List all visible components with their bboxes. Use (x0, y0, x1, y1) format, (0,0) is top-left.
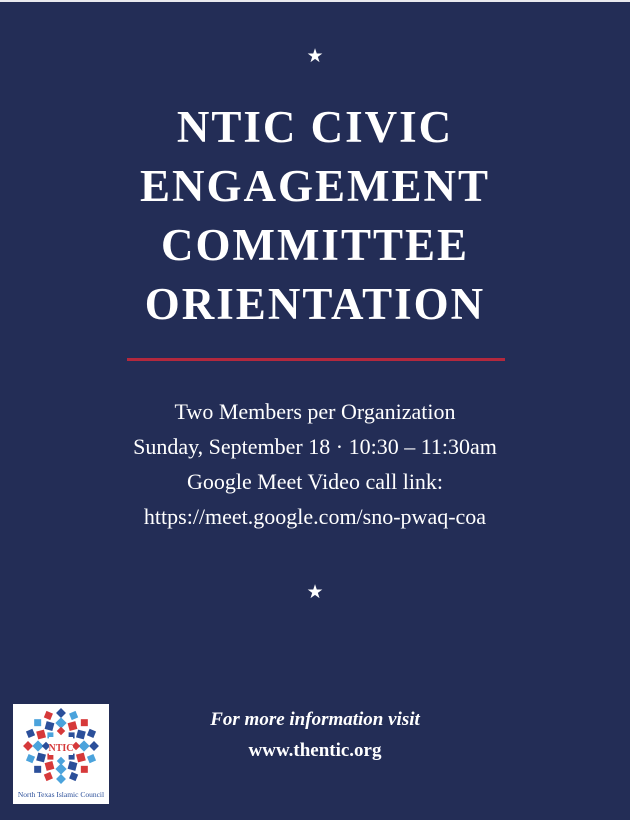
emblem-petal (36, 730, 46, 740)
emblem-petal (56, 774, 66, 784)
ntic-emblem-icon (13, 704, 109, 790)
emblem-petal (68, 721, 78, 731)
emblem-petal (45, 721, 55, 731)
event-date-time: Sunday, September 18 · 10:30 – 11:30am (133, 434, 497, 459)
emblem-petal (69, 711, 78, 720)
emblem-petal (56, 708, 66, 718)
emblem-petal (76, 730, 86, 740)
emblem-petal (68, 761, 78, 771)
emblem-petal (34, 766, 41, 773)
emblem-petal (57, 757, 65, 765)
title-line: ORIENTATION (144, 279, 486, 329)
emblem-petal (44, 772, 53, 781)
emblem-petal (36, 753, 46, 763)
ntic-logo (13, 704, 109, 804)
event-details (40, 394, 590, 534)
divider-rule (127, 358, 505, 361)
logo-caption: North Texas Islamic Council (17, 790, 105, 799)
emblem-petal (87, 754, 96, 763)
emblem-petal (81, 766, 88, 773)
emblem-petal (69, 772, 78, 781)
emblem-petal (26, 754, 35, 763)
info-label: For more information visit (210, 709, 420, 730)
title-line: COMMITTEE (160, 220, 470, 270)
website-link[interactable]: www.thentic.org (248, 740, 382, 761)
title-line: NTIC CIVIC (176, 102, 454, 152)
top-star-icon: ★ (306, 45, 324, 67)
title-line: ENGAGEMENT (139, 161, 491, 211)
emblem-petal (26, 729, 35, 738)
meeting-link-label: Google Meet Video call link: (186, 469, 444, 494)
bottom-star-icon: ★ (306, 581, 324, 603)
emblem-petal (81, 719, 88, 726)
emblem-petal (23, 741, 33, 751)
emblem-petal (87, 729, 96, 738)
attendance-note: Two Members per Organization (174, 399, 456, 424)
emblem-petal (57, 727, 65, 735)
emblem-petal (44, 711, 53, 720)
logo-abbr: NTIC (48, 743, 74, 754)
event-title (40, 98, 590, 334)
emblem-petal (76, 753, 86, 763)
meeting-link[interactable]: https://meet.google.com/sno-pwaq-coa (143, 504, 487, 529)
emblem-petal (89, 741, 99, 751)
footer-info (150, 704, 480, 766)
emblem-petal (34, 719, 41, 726)
emblem-petal (45, 761, 55, 771)
